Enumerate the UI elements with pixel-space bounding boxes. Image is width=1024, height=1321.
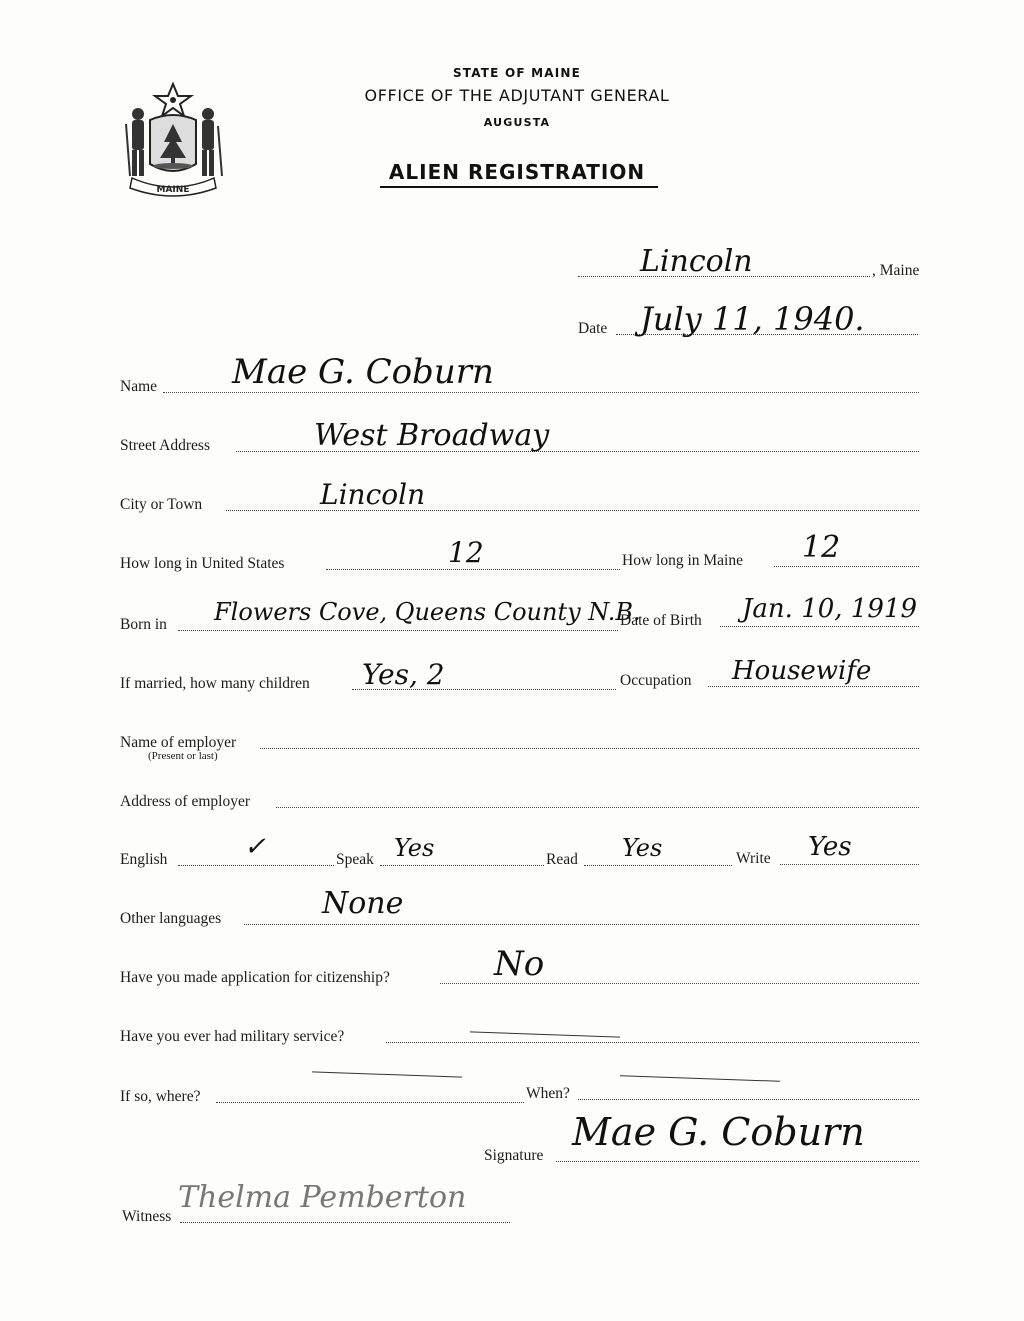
other-languages-label: Other languages bbox=[120, 910, 222, 927]
maine-label: , Maine bbox=[872, 262, 920, 279]
witness-line bbox=[180, 1222, 510, 1223]
signature-label: Signature bbox=[484, 1147, 544, 1164]
name-value[interactable]: Mae G. Coburn bbox=[232, 352, 494, 392]
military-line[interactable] bbox=[386, 1042, 919, 1043]
read-label: Read bbox=[546, 851, 578, 868]
city-label: City or Town bbox=[120, 496, 203, 513]
town-value[interactable]: Lincoln bbox=[640, 244, 753, 279]
seal-text: MAINE bbox=[156, 185, 190, 195]
signature-value[interactable]: Mae G. Coburn bbox=[572, 1110, 865, 1154]
date-value[interactable]: July 11, 1940. bbox=[640, 300, 865, 338]
employer-label: Name of employer bbox=[120, 734, 237, 751]
occupation-label: Occupation bbox=[620, 672, 692, 689]
speak-line bbox=[380, 865, 544, 866]
maine-years-line bbox=[774, 566, 919, 567]
form-title: ALIEN REGISTRATION bbox=[388, 160, 646, 184]
us-years-value[interactable]: 12 bbox=[448, 536, 484, 569]
state-heading: STATE OF MAINE bbox=[452, 66, 582, 80]
date-label: Date bbox=[578, 320, 608, 337]
born-in-line bbox=[178, 630, 618, 631]
signature-line bbox=[556, 1161, 919, 1162]
name-label: Name bbox=[120, 378, 158, 395]
citizenship-value[interactable]: No bbox=[494, 944, 545, 984]
maine-years-label: How long in Maine bbox=[622, 552, 743, 569]
name-line bbox=[163, 392, 919, 393]
when-dash-mark bbox=[620, 1075, 780, 1082]
city-value[interactable]: Lincoln bbox=[320, 478, 426, 511]
when-line[interactable] bbox=[578, 1099, 919, 1100]
military-dash-mark bbox=[470, 1031, 620, 1037]
city-heading: AUGUSTA bbox=[483, 116, 551, 129]
children-value[interactable]: Yes, 2 bbox=[362, 658, 445, 691]
employer-line[interactable] bbox=[260, 748, 919, 749]
office-heading: OFFICE OF THE ADJUTANT GENERAL bbox=[364, 86, 670, 105]
dob-line bbox=[720, 626, 919, 627]
speak-value[interactable]: Yes bbox=[394, 834, 435, 862]
employer-sublabel: (Present or last) bbox=[148, 750, 218, 762]
occupation-line bbox=[708, 686, 919, 687]
street-value[interactable]: West Broadway bbox=[314, 418, 550, 453]
write-label: Write bbox=[736, 850, 771, 867]
english-line bbox=[178, 865, 334, 866]
maine-years-value[interactable]: 12 bbox=[802, 530, 841, 565]
us-years-label: How long in United States bbox=[120, 555, 285, 572]
where-dash-mark bbox=[312, 1071, 462, 1077]
other-languages-value[interactable]: None bbox=[322, 886, 404, 921]
when-label: When? bbox=[526, 1085, 570, 1102]
read-value[interactable]: Yes bbox=[622, 834, 663, 862]
occupation-value[interactable]: Housewife bbox=[732, 656, 872, 686]
employer-address-line[interactable] bbox=[276, 807, 919, 808]
english-label: English bbox=[120, 851, 168, 868]
dob-label: Date of Birth bbox=[620, 612, 702, 629]
employer-address-label: Address of employer bbox=[120, 793, 250, 810]
write-value[interactable]: Yes bbox=[808, 832, 852, 862]
street-label: Street Address bbox=[120, 437, 210, 454]
born-in-value[interactable]: Flowers Cove, Queens County N.B. bbox=[214, 598, 641, 626]
children-label: If married, how many children bbox=[120, 675, 310, 692]
witness-label: Witness bbox=[122, 1208, 172, 1225]
title-underline bbox=[380, 186, 658, 188]
where-line[interactable] bbox=[216, 1102, 524, 1103]
citizenship-label: Have you made application for citizenship? bbox=[120, 969, 390, 986]
military-label: Have you ever had military service? bbox=[120, 1028, 345, 1045]
us-years-line bbox=[326, 569, 620, 570]
english-value[interactable]: ✓ bbox=[244, 832, 266, 862]
write-line bbox=[780, 864, 919, 865]
speak-label: Speak bbox=[336, 851, 374, 868]
where-label: If so, where? bbox=[120, 1088, 201, 1105]
other-languages-line bbox=[244, 924, 919, 925]
born-in-label: Born in bbox=[120, 616, 167, 633]
dob-value[interactable]: Jan. 10, 1919 bbox=[742, 594, 917, 624]
read-line bbox=[584, 865, 732, 866]
witness-value[interactable]: Thelma Pemberton bbox=[178, 1180, 467, 1215]
